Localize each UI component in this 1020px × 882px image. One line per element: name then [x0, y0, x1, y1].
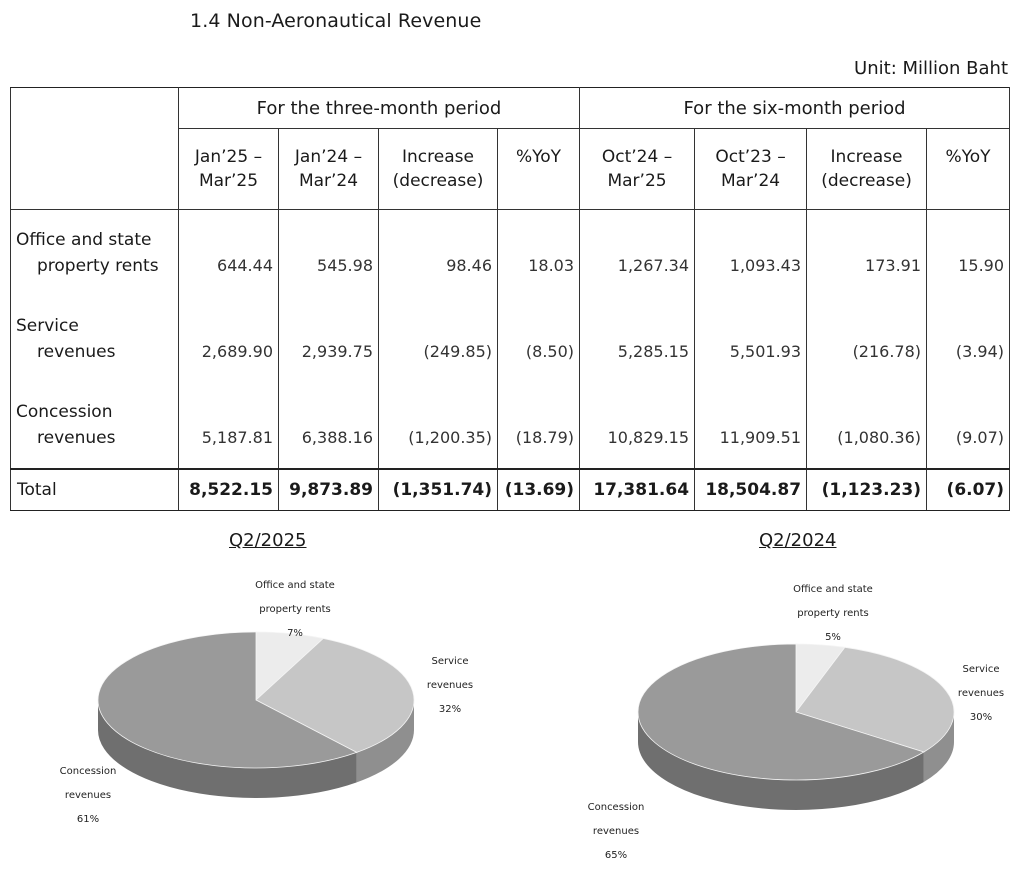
table-cell: (216.78): [807, 338, 927, 382]
total-cell: 9,873.89: [279, 469, 379, 511]
row-label: Office and state: [11, 210, 179, 253]
table-cell: (8.50): [498, 338, 580, 382]
column-header: Jan’24 –: [279, 129, 379, 170]
pie-label-service: Service revenues 30%: [957, 664, 1005, 723]
row-label: Service: [11, 296, 179, 338]
pie-label-concession: Concession revenues 61%: [59, 766, 117, 825]
pie-label-office: Office and state property rents 7%: [255, 580, 335, 639]
table-cell: (3.94): [927, 338, 1010, 382]
column-header-line2: (decrease): [379, 169, 498, 210]
total-cell: (13.69): [498, 469, 580, 511]
table-cell: 98.46: [379, 252, 498, 296]
table-cell: 5,187.81: [179, 424, 279, 469]
total-row: [11, 469, 1010, 511]
pie-title-q2-2024: Q2/2024: [759, 530, 837, 551]
table-cell: 6,388.16: [279, 424, 379, 469]
table-cell: 18.03: [498, 252, 580, 296]
header-blank-cell: [11, 88, 179, 210]
column-header-line2: [927, 169, 1010, 210]
table-cell: 1,093.43: [695, 252, 807, 296]
table-cell: 5,501.93: [695, 338, 807, 382]
table-cell: 11,909.51: [695, 424, 807, 469]
total-cell: 17,381.64: [580, 469, 695, 511]
column-header-line2: Mar’25: [580, 169, 695, 210]
column-header: %YoY: [927, 129, 1010, 170]
section-heading: 1.4 Non-Aeronautical Revenue: [190, 10, 482, 32]
table-row: [11, 338, 1010, 382]
total-cell: (1,351.74): [379, 469, 498, 511]
column-header: Increase: [379, 129, 498, 170]
pie-label-office: Office and state property rents 5%: [793, 584, 873, 643]
revenue-table: [10, 87, 1010, 511]
column-header: Oct’24 –: [580, 129, 695, 170]
table-row: [11, 252, 1010, 296]
header-three-month-period: For the three-month period: [179, 88, 580, 129]
total-label: Total: [11, 469, 179, 511]
table-cell: 2,689.90: [179, 338, 279, 382]
total-cell: (1,123.23): [807, 469, 927, 511]
pie-chart-q2-2024: [636, 642, 966, 822]
column-header-line2: Mar’25: [179, 169, 279, 210]
column-header-line2: [498, 169, 580, 210]
table-cell: (249.85): [379, 338, 498, 382]
pie-label-concession: Concession revenues 65%: [587, 802, 645, 861]
row-label: Concession: [11, 382, 179, 424]
column-header-line2: (decrease): [807, 169, 927, 210]
table-cell: 2,939.75: [279, 338, 379, 382]
table-cell: (1,080.36): [807, 424, 927, 469]
column-header: %YoY: [498, 129, 580, 170]
row-label: revenues: [11, 338, 179, 382]
table-cell: (1,200.35): [379, 424, 498, 469]
column-header: Oct’23 –: [695, 129, 807, 170]
total-cell: 18,504.87: [695, 469, 807, 511]
header-six-month-period: For the six-month period: [580, 88, 1010, 129]
pie-chart-q2-2025: [96, 630, 426, 810]
column-header: Increase: [807, 129, 927, 170]
row-label: revenues: [11, 424, 179, 469]
table-cell: 173.91: [807, 252, 927, 296]
unit-label: Unit: Million Baht: [854, 58, 1008, 79]
table-cell: 5,285.15: [580, 338, 695, 382]
table-cell: 545.98: [279, 252, 379, 296]
table-cell: 644.44: [179, 252, 279, 296]
table-cell: (9.07): [927, 424, 1010, 469]
column-header: Jan’25 –: [179, 129, 279, 170]
table-cell: 1,267.34: [580, 252, 695, 296]
column-header-line2: Mar’24: [695, 169, 807, 210]
row-label: property rents: [11, 252, 179, 296]
total-cell: 8,522.15: [179, 469, 279, 511]
table-cell: (18.79): [498, 424, 580, 469]
pie-title-q2-2025: Q2/2025: [229, 530, 307, 551]
table-cell: 15.90: [927, 252, 1010, 296]
pie-label-service: Service revenues 32%: [426, 656, 474, 715]
column-header-line2: Mar’24: [279, 169, 379, 210]
table-row: [11, 424, 1010, 469]
table-cell: 10,829.15: [580, 424, 695, 469]
total-cell: (6.07): [927, 469, 1010, 511]
